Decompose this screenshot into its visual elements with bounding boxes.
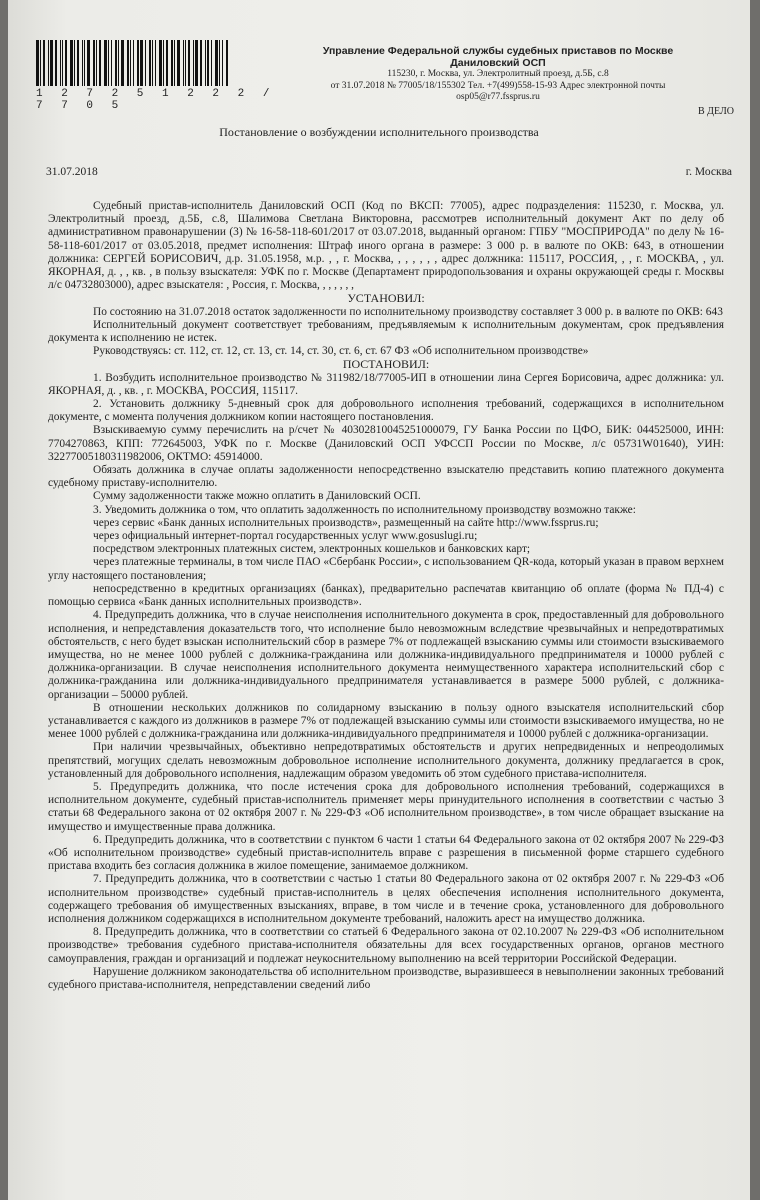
paragraph: непосредственно в кредитных организациях (банках), предварительно распечатав квитанцию об оплате (форма № ПД-4) с помощью сервиса «Банк данных исполнительных производств». [48, 582, 724, 609]
section-heading: УСТАНОВИЛ: [347, 291, 425, 306]
paragraph: 7. Предупредить должника, что в соответствии с частью 1 статьи 80 Федерального закона от 02 октября 2007 г. № 229-ФЗ «Об исполнительном производстве» судебный пристав-исполнитель в целях обеспечения исполнения исполнительного документа, содержащего требования об имущественных взысканиях, вправе, в том числе и в течение срока, установленного для добровольного исполнения должником содержащихся в исполнительном документе требований, наложить арест на имущество должника. [48, 873, 724, 925]
paragraph: Обязать должника в случае оплаты задолженности непосредственно взыскателю представить копию платежного документа судебному приставу-исполнителю. [48, 464, 724, 490]
paragraph: Сумму задолженности также можно оплатить в Даниловский ОСП. [93, 490, 421, 503]
org-subdivision: Даниловский ОСП [450, 56, 546, 69]
document-date: 31.07.2018 [46, 166, 98, 178]
document-title: Постановление о возбуждении исполнительного производства [219, 125, 539, 139]
barcode [36, 40, 286, 112]
paragraph: По состоянию на 31.07.2018 остаток задолженности по исполнительному производству составляет 3 000 р. в валюте по ОКВ: 643 [93, 305, 723, 318]
paragraph: посредством электронных платежных систем, электронных кошельков и банковских карт; [93, 543, 531, 556]
section-heading: ПОСТАНОВИЛ: [342, 357, 430, 372]
org-email: osp05@r77.fssprus.ru [456, 92, 540, 102]
paragraph: Взыскиваемую сумму перечислить на р/счет № 40302810045251000079, ГУ Банка России по ЦФО, БИК: 044525000, ИНН: 7704270863, КПП: 772645003, УФК по г. Москве (Даниловский ОСП УФССП России по Москве, л/с 05731W01640), УИН: 32277005180311982006, ОКТМО: 45914000. [48, 424, 724, 463]
paragraph: В отношении нескольких должников по солидарному взысканию в пользу одного взыскателя исполнительский сбор устанавливается с каждого из должников в размере 7% от подлежащей взысканию суммы или стоимости взыскиваемого имущества, но не менее 1000 рублей с должника-гражданина или должника-индивидуального предпринимателя и 10000 рублей с должника-организации. [48, 701, 724, 741]
paragraph: 6. Предупредить должника, что в соответствии с пунктом 6 части 1 статьи 64 Федерального закона от 02 октября 2007 № 229-ФЗ «Об исполнительном производстве» судебный пристав-исполнитель вправе с разрешения в письменной форме старшего судебного пристава входить без согласия должника в жилое помещение, занимаемое должником. [48, 833, 724, 873]
org-header [288, 46, 708, 104]
paragraph: 8. Предупредить должника, что в соответствии со статьей 6 Федерального закона от 02.10.2007 № 229-ФЗ «Об исполнительном производстве» требования судебного пристава-исполнителя обязательны для всех государственных органов, органов местного самоуправления, граждан и организаций и подлежат неукоснительному выполнению на всей территории Российской Федерации. [48, 926, 724, 965]
paragraph: При наличии чрезвычайных, объективно непредотвратимых обстоятельств и других непредвиденных и непреодолимых препятствий, могущих сделать невозможным добровольное исполнение исполнительного документа, должнику предлагается в срок, установленный для добровольного исполнения, надлежащим образом уведомить об этом судебного пристава-исполнителя. [48, 741, 724, 780]
paragraph: через платежные терминалы, в том числе ПАО «Сбербанк России», с использованием QR-кода, который указан в правом верхнем углу настоящего постановления; [48, 556, 724, 582]
paragraph: Нарушение должником законодательства об исполнительном производстве, выразившееся в невыполнении законных требований судебного пристава-исполнителя, непредставлении сведений либо [48, 965, 724, 991]
barcode-bars [36, 40, 286, 86]
paragraph: через сервис «Банк данных исполнительных производств», размещенный на сайте http://www.fssprus.ru; [93, 516, 599, 529]
document-city: г. Москва [685, 166, 732, 178]
barcode-number: 1 2 7 2 5 1 2 2 2 / 7 7 0 5 [36, 88, 276, 112]
document-body [48, 200, 724, 992]
paragraph: 5. Предупредить должника, что после истечения срока для добровольного исполнения требований, содержащихся в исполнительном документе, судебный пристав-исполнитель применяет меры принудительного исполнения в соответствии с частью 3 статьи 68 Федерального закона от 02 октября 2007 г. № 229-ФЗ «Об исполнительном производстве», в том числе обращает взыскание на имущество и имущественные права должника. [48, 780, 724, 833]
paragraph: Исполнительный документ соответствует требованиям, предъявляемым к исполнительным документам, срок предъявления документа к исполнению не истек. [48, 318, 724, 345]
org-address: 115230, г. Москва, ул. Электролитный проезд, д.5Б, с.8 [387, 69, 609, 79]
paragraph: 2. Установить должнику 5-дневный срок для добровольного исполнения требований, содержащихся в исполнительном документе, с момента получения должником копии настоящего постановления. [48, 398, 724, 424]
paragraph: 3. Уведомить должника о том, что оплатить задолженность по исполнительному производству возможно также: [93, 503, 636, 516]
v-delo-mark: В ДЕЛО [698, 106, 734, 117]
org-reg-line: от 31.07.2018 № 77005/18/155302 Тел. +7(499)558-15-93 Адрес электронной почты [330, 80, 666, 91]
paragraph: Руководствуясь: ст. 112, ст. 12, ст. 13, ст. 14, ст. 30, ст. 6, ст. 67 ФЗ «Об исполнительном производстве» [93, 345, 589, 358]
paragraph: через официальный интернет-портал государственных услуг www.gosuslugi.ru; [93, 530, 478, 543]
paragraph: 1. Возбудить исполнительное производство № 311982/18/77005-ИП в отношении лина Сергея Борисовича, адрес должника: ул. ЯКОРНАЯ, д. , кв. , г. МОСКВА, РОССИЯ, 115117. [48, 371, 724, 397]
paragraph: 4. Предупредить должника, что в случае неисполнения исполнительного документа в срок, предоставленный для добровольного исполнения, и непредставления доказательств того, что исполнение было невозможным вследствие чрезвычайных и непредотвратимых обстоятельств, с него будет взыскан исполнительский сбор в размере 7% от подлежащей взысканию суммы или стоимости взыскиваемого имущества, но не менее 1000 рублей с должника-гражданина или должника-индивидуального предпринимателя и 10000 рублей с должника-организации. В случае неисполнения исполнительного документа неимущественного характера исполнительский сбор с должника-гражданина или должника-индивидуального предпринимателя устанавливается в размере 5000 рублей, с должника-организации – 50000 рублей. [48, 609, 724, 701]
paragraph: Судебный пристав-исполнитель Даниловский ОСП (Код по ВКСП: 77005), адрес подразделения: 115230, г. Москва, ул. Электролитный проезд, д.5Б, с.8, Шалимова Светлана Викторовна, рассмотрев исполнительный документ Акт по делу об административном правонарушении (3) № 16-58-118-601/2017 от 03.07.2018, выданный органом: ГПБУ "МОСПРИРОДА" по делу № 16-58-118-601/2017 от 03.05.2018, предмет исполнения: Штраф иного органа в размере: 3 000 р. в валюте по ОКВ: 643, в отношении должника: СЕРГЕЙ БОРИСОВИЧ, д.р. 31.05.1958, м.р. , , г. Москва, , , , , , , адрес должника: 115117, РОССИЯ, , , г. МОСКВА, , ул. ЯКОРНАЯ, д. , , кв. , в пользу взыскателя: УФК по г. Москве (Департамент природопользования и охраны окружающей среды г. Москвы л/с 04732803000), адрес взыскателя: , Россия, г. Москва, , , , , , , [48, 200, 724, 292]
org-name: Управление Федеральной службы судебных приставов по Москве [322, 45, 674, 57]
document-page [8, 0, 750, 1200]
